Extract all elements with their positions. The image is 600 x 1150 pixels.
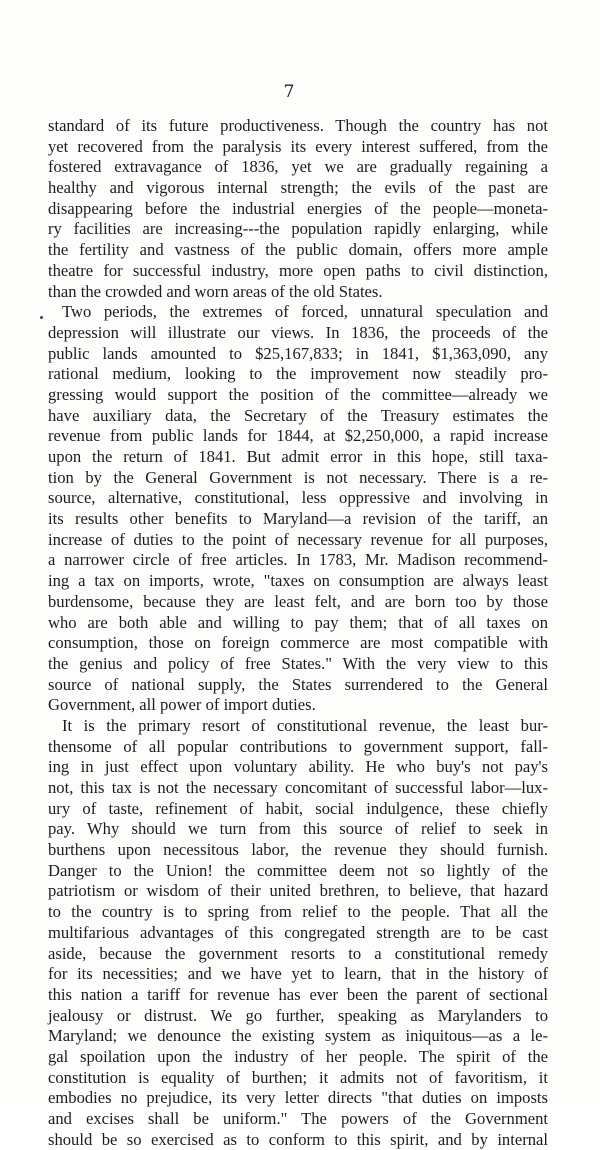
text-line: burdensome, because they are least felt, and are born too by those	[48, 591, 548, 611]
text-line: multifarious advantages of this congregated strength are to be cast	[48, 922, 548, 942]
text-line: pay. Why should we turn from this source of relief to seek in	[48, 819, 548, 839]
text-line: disappearing before the industrial energies of the people—moneta-	[48, 198, 548, 218]
text-line: the genius and policy of free States." With the very view to this	[48, 653, 548, 673]
page-number: 7	[283, 82, 295, 102]
text-line: ing in just effect upon voluntary ability. He who buy's not pay's	[48, 757, 548, 777]
text-line: increase of duties to the point of necessary revenue for all purposes,	[48, 529, 548, 549]
text-line: public lands amounted to $25,167,833; in 1841, $1,363,090, any	[48, 343, 548, 363]
text-line: Maryland; we denounce the existing system as iniquitous—as a le-	[48, 1026, 548, 1046]
text-line: embodies no prejudice, its very letter directs "that duties on imposts	[48, 1088, 548, 1108]
text-line: Government, all power of import duties.	[48, 695, 316, 715]
text-line: not, this tax is not the necessary concomitant of successful labor—lux-	[48, 778, 548, 797]
text-line: who are both able and willing to pay them; that of all taxes on	[48, 612, 548, 632]
body-text	[48, 116, 548, 1150]
text-line: thensome of all popular contributions to government support, fall-	[48, 736, 548, 756]
text-line: patriotism or wisdom of their united brethren, to believe, that hazard	[48, 881, 548, 901]
text-line: gal spoilation upon the industry of her people. The spirit of the	[48, 1046, 548, 1066]
text-line: yet recovered from the paralysis its every interest suffered, from the	[48, 136, 548, 156]
text-line: ing a tax on imports, wrote, "taxes on consumption are always least	[48, 571, 548, 591]
text-line: revenue from public lands for 1844, at $2,250,000, a rapid increase	[48, 426, 548, 446]
text-line: a narrower circle of free articles. In 1783, Mr. Madison recommend-	[48, 550, 548, 570]
text-line: Danger to the Union! the committee deem not so lightly of the	[48, 860, 548, 880]
text-line: and excises shall be uniform." The powers of the Government	[48, 1109, 548, 1128]
text-line: jealousy or distrust. We go further, speaking as Marylanders to	[48, 1005, 548, 1025]
text-line: its results other benefits to Maryland—a revision of the tariff, an	[48, 509, 548, 529]
text-line: tion by the General Government is not necessary. There is a re-	[48, 467, 548, 487]
text-line: the fertility and vastness of the public domain, offers more ample	[48, 240, 548, 260]
text-line: to the country is to spring from relief to the people. That all the	[48, 902, 548, 922]
text-line: aside, because the government resorts to a constitutional remedy	[48, 943, 548, 963]
text-line: standard of its future productiveness. Though the country has not	[48, 116, 548, 135]
text-line: source of national supply, the States surrendered to the General	[48, 674, 548, 694]
text-line: have auxiliary data, the Secretary of the Treasury estimates the	[48, 405, 548, 425]
margin-mark	[40, 316, 43, 319]
text-line: upon the return of 1841. But admit error in this hope, still taxa-	[48, 447, 548, 466]
text-line: ry facilities are increasing---the population rapidly enlarging, while	[48, 219, 548, 239]
text-line: constitution is equality of burthen; it admits not of favoritism, it	[48, 1067, 548, 1087]
text-line: theatre for successful industry, more open paths to civil distinction,	[48, 260, 548, 280]
text-line: Two periods, the extremes of forced, unnatural speculation and	[62, 302, 548, 322]
text-line: consumption, those on foreign commerce are most compatible with	[48, 633, 548, 653]
text-line: than the crowded and worn areas of the old States.	[48, 281, 383, 301]
text-line: depression will illustrate our views. In 1836, the proceeds of the	[48, 322, 548, 342]
text-line: this nation a tariff for revenue has ever been the parent of sectional	[48, 984, 548, 1004]
text-line: It is the primary resort of constitutional revenue, the least bur-	[62, 715, 548, 735]
text-line: ury of taste, refinement of habit, social indulgence, these chiefly	[48, 798, 548, 818]
text-line: source, alternative, constitutional, less oppressive and involving in	[48, 488, 548, 508]
text-line: for its necessities; and we have yet to learn, that in the history of	[48, 964, 548, 984]
text-line: rational medium, looking to the improvement now steadily pro-	[48, 364, 548, 384]
text-line: should be so exercised as to conform to this spirit, and by internal	[48, 1129, 548, 1149]
text-line: gressing would support the position of the committee—already we	[48, 384, 548, 404]
text-line: fostered extravagance of 1836, yet we are gradually regaining a	[48, 157, 548, 177]
text-line: healthy and vigorous internal strength; the evils of the past are	[48, 178, 548, 198]
text-line: burthens upon necessitous labor, the revenue they should furnish.	[48, 840, 548, 860]
